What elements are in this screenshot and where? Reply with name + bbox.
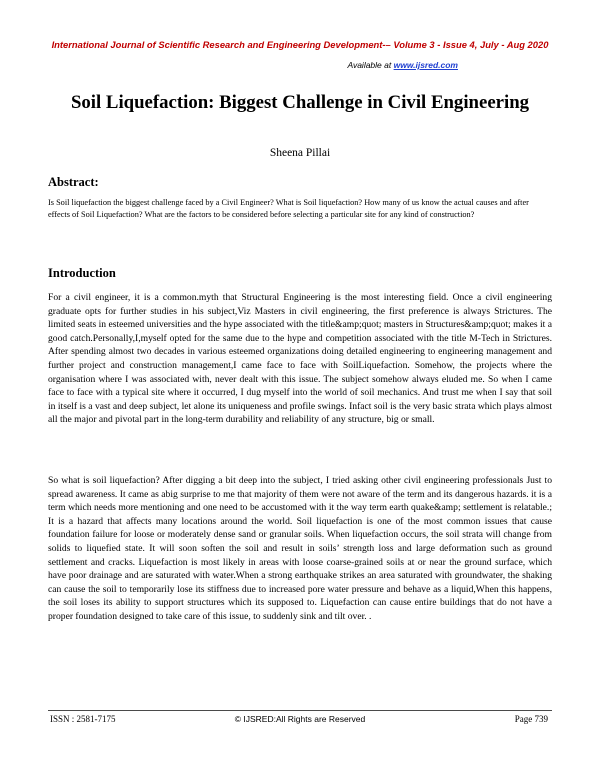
abstract-heading: Abstract: [48,175,99,189]
body-paragraph-2: So what is soil liquefaction? After digging a bit deep into the subject, I tried asking other civil engineering professionals Just to spread awareness. It came as abig surprise to me that majority of them were not aware of the term and its dangerous hazards. it is a term which needs more mentioning and one need to be accustomed with it the way term earth quake&amp; settlement is relatable.; It is a hazard that affects many locations around the world. Soil liquefaction is one of the most common issues that cause foundation failure for loose or moderately dense sand or granular soils. When liquefaction occurs, the soil strata will change from solids to liquefied state. It will soon soften the soil and result in soils’ strength loss and large deformation such as ground settlement and cracks. Liquefaction is most likely in areas with loose coarse-grained soils at or near the ground surface, which have poor drainage and are saturated with water.When a strong earthquake strikes an area saturated with groundwater, the shaking can cause the soil to temporarily lose its stiffness due to increased pore water pressure and behave as a liquid,When this happens, the soil loses its ability to support structures which its supposed to. Liquefaction can cause entire buildings that do not have a proper foundation designed to take care of this issue, to suddenly sink and tilt over. . [48,475,552,622]
abstract-text: Is Soil liquefaction the biggest challenge faced by a Civil Engineer? What is Soil liquefaction? How many of us know the actual causes and after effects of Soil Liquefaction? What are the factors to be considered before selecting a particular site for any kind of construction? [48,198,529,219]
body-paragraph-1: For a civil engineer, it is a common.myth that Structural Engineering is the most interesting field. Once a civil engineering graduate opts for further studies in his subject,Viz Masters in civil engineering, the first preference is always Strictures. The limited seats in esteemed universities and the hype associated with the title&amp;quot; masters in Structures&amp;quot; makes it a good catch.Personally,I,myself opted for the same due to the hype and competition associated with the title M-Tech in Strictures. After spending almost two decades in various esteemed organizations doing detailed engineering to engineering management and further project and construction management,I came face to face with SoilLiquefaction. Somehow, the projects where the organisation where I was associated with, never dealt with this issue. The subject somehow always eluded me. So when I came face to face with a typical site where it occurred, I dug myself into the world of soil mechanics. And trust me when I say that soil in itself is a vast and deep subject, let alone its uniqueness and profile swings. Infact soil is the very basic strata which plays almost all the major and pivotal part in the long-term durability and reliability of any structure, big or small. [48,292,552,426]
footer-page-number: Page 739 [514,714,548,724]
journal-website-link[interactable]: www.ijsred.com [393,60,458,70]
available-prefix: Available at [347,60,394,70]
footer-issn: ISSN : 2581-7175 [50,714,116,724]
footer-copyright: © IJSRED:All Rights are Reserved [234,714,366,724]
author-name: Sheena Pillai [269,147,331,159]
journal-header: International Journal of Scientific Research and Engineering Development-– Volume 3 - Issue 4, July - Aug 2020 [51,39,549,50]
introduction-heading: Introduction [48,266,116,280]
availability-line [347,60,458,70]
footer-rule [48,710,552,711]
paper-title: Soil Liquefaction: Biggest Challenge in Civil Engineering [70,92,530,113]
